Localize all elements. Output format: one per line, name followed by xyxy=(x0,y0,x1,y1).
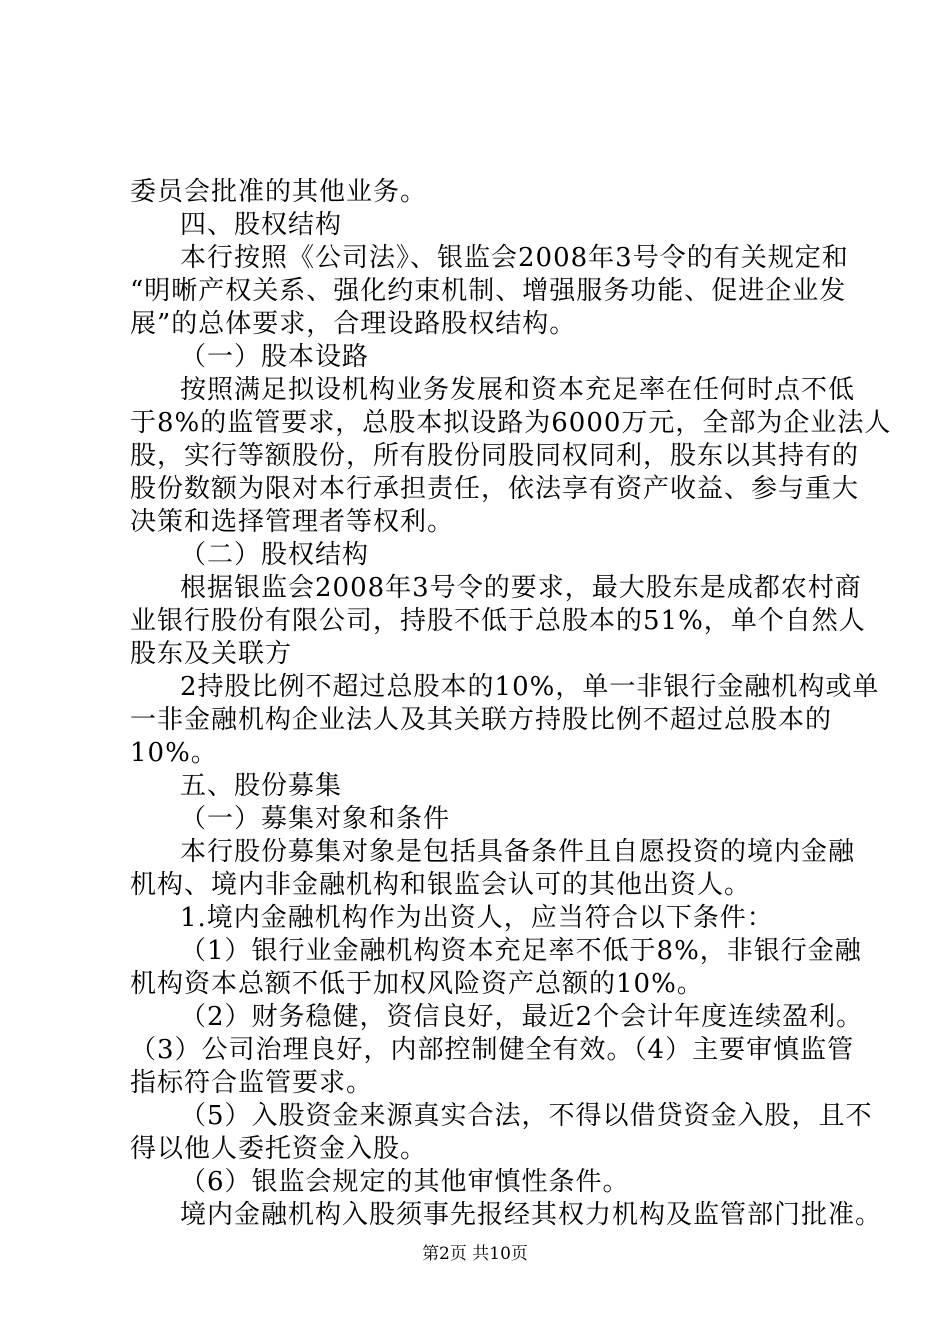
section-heading: 四、股权结构 xyxy=(180,210,343,240)
text-line: 按照满足拟设机构业务发展和资本充足率在任何时点不低 xyxy=(180,375,856,405)
text-line: 得以他人委托资金入股。 xyxy=(130,1134,428,1164)
text-line: （1）银行业金融机构资本充足率不低于8%，非银行金融 xyxy=(180,936,862,966)
text-line: 境内金融机构入股须事先报经其权力机构及监管部门批准。 xyxy=(180,1200,883,1230)
page-number-footer: 第2页 共10页 xyxy=(422,1244,528,1264)
text-line: “明晰产权关系、强化约束机制、增强服务功能、促进企业发 xyxy=(130,276,847,306)
text-line: 机构资本总额不低于加权风险资产总额的10%。 xyxy=(130,969,704,999)
text-line: 2持股比例不超过总股本的10%，单一非银行金融机构或单 xyxy=(180,672,880,702)
subsection-heading: （二）股权结构 xyxy=(180,540,370,570)
text-line: 指标符合监管要求。 xyxy=(130,1068,374,1098)
text-line: 本行按照《公司法》、银监会2008年3号令的有关规定和 xyxy=(180,243,849,273)
text-line: （2）财务稳健，资信良好，最近2个会计年度连续盈利。 xyxy=(180,1002,864,1032)
subsection-heading: （一）募集对象和条件 xyxy=(180,804,451,834)
subsection-heading: （一）股本设路 xyxy=(180,342,370,372)
text-line: 1.境内金融机构作为出资人，应当符合以下条件： xyxy=(180,903,774,933)
text-line: 机构、境内非金融机构和银监会认可的其他出资人。 xyxy=(130,870,752,900)
text-line: 业银行股份有限公司，持股不低于总股本的51%，单个自然人 xyxy=(130,606,866,636)
text-line: 股，实行等额股份，所有股份同股同权同利，股东以其持有的 xyxy=(130,441,860,471)
text-line: 10%。 xyxy=(130,738,218,768)
text-line: 股东及关联方 xyxy=(130,639,293,669)
text-line: 展”的总体要求，合理设路股权结构。 xyxy=(130,309,577,339)
text-line: （3）公司治理良好，内部控制健全有效。（4）主要审慎监管 xyxy=(130,1035,855,1065)
text-line: 决策和选择管理者等权利。 xyxy=(130,507,455,537)
text-line: （6）银监会规定的其他审慎性条件。 xyxy=(180,1167,630,1197)
section-heading: 五、股份募集 xyxy=(180,771,343,801)
text-line: 股份数额为限对本行承担责任，依法享有资产收益、参与重大 xyxy=(130,474,860,504)
text-line: （5）入股资金来源真实合法，不得以借贷资金入股，且不 xyxy=(180,1101,873,1131)
text-line: 根据银监会2008年3号令的要求，最大股东是成都农村商 xyxy=(180,573,862,603)
text-line: 于8%的监管要求，总股本拟设路为6000万元，全部为企业法人 xyxy=(130,408,892,438)
text-line: 委员会批准的其他业务。 xyxy=(130,177,428,207)
text-line: 本行股份募集对象是包括具备条件且自愿投资的境内金融 xyxy=(180,837,856,867)
text-line: 一非金融机构企业法人及其关联方持股比例不超过总股本的 xyxy=(130,705,833,735)
